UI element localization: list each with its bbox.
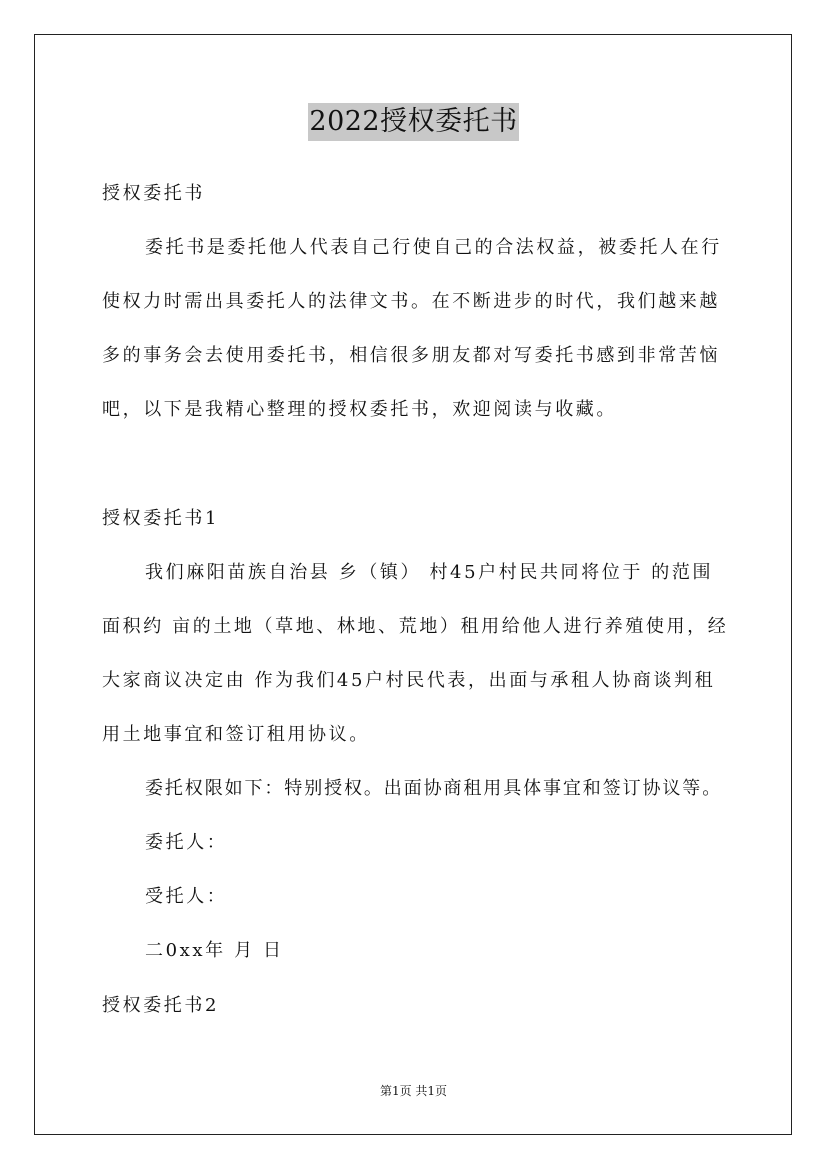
principal-label: 委托人： xyxy=(145,832,228,853)
page-number: 第1页 共1页 xyxy=(379,1084,448,1098)
intro-line: 委托书是委托他人代表自己行使自己的合法权益，被委托人在行 xyxy=(145,237,722,258)
document-title: 2022授权委托书 xyxy=(308,103,518,141)
sample1-body-line: 面积约 亩的土地（草地、林地、荒地）租用给他人进行养殖使用，经 xyxy=(102,616,729,637)
sample1-body-line: 大家商议决定由 作为我们45户村民代表，出面与承租人协商谈判租 xyxy=(102,670,716,691)
agent-label: 受托人： xyxy=(145,886,228,907)
date-line: 二0xx年 月 日 xyxy=(145,940,284,961)
sample1-scope: 委托权限如下：特别授权。出面协商租用具体事宜和签订协议等。 xyxy=(145,778,723,799)
title-container xyxy=(0,103,827,141)
intro-line: 吧，以下是我精心整理的授权委托书，欢迎阅读与收藏。 xyxy=(102,399,617,420)
intro-line: 使权力时需出具委托人的法律文书。在不断进步的时代，我们越来越 xyxy=(102,291,720,312)
section-heading: 授权委托书 xyxy=(102,183,205,204)
sample1-body-line: 用土地事宜和签订租用协议。 xyxy=(102,724,370,745)
sample2-heading: 授权委托书2 xyxy=(102,995,220,1016)
sample1-heading: 授权委托书1 xyxy=(102,508,220,529)
sample1-body-line: 我们麻阳苗族自治县 乡（镇） 村45户村民共同将位于 的范围 xyxy=(145,562,714,583)
intro-line: 多的事务会去使用委托书，相信很多朋友都对写委托书感到非常苦恼 xyxy=(102,345,720,366)
